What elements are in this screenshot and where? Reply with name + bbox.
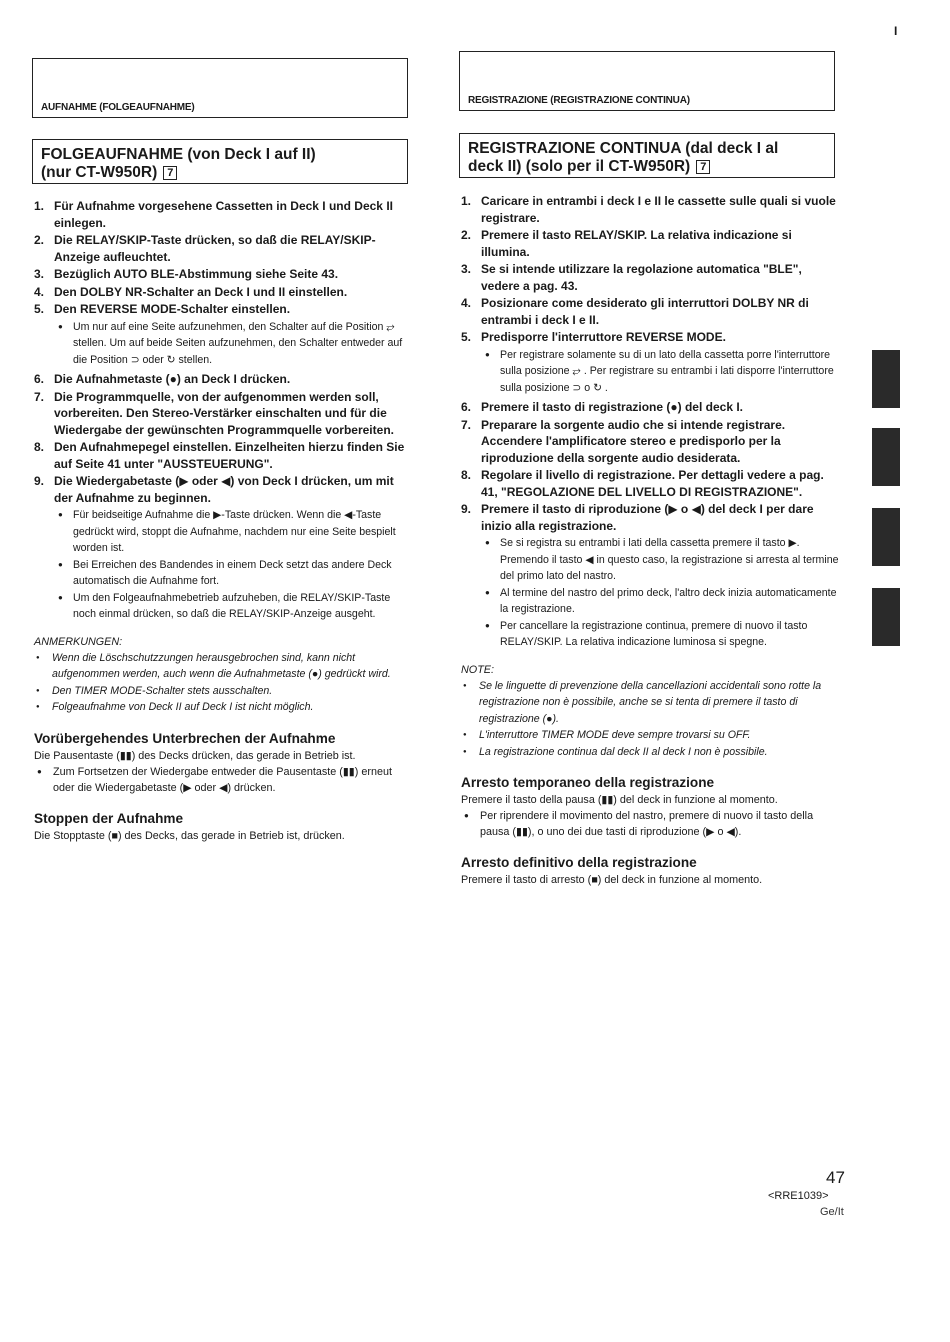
- de-title-line2: (nur CT-W950R): [41, 164, 158, 181]
- de-note-item: ● Folgeaufnahme von Deck II auf Deck I ist nicht möglich.: [34, 699, 410, 716]
- step-sublist: [54, 507, 410, 623]
- it-notes-list: [461, 678, 839, 761]
- it-stop-text: Premere il tasto di arresto (■) del deck in funzione al momento.: [461, 874, 763, 886]
- page-number: 47: [826, 1168, 845, 1187]
- step-text: Den Aufnahmepegel einstellen. Einzelheiten hierzu finden Sie auf Seite 41 unter "AUSSTEUERUNG".: [54, 440, 405, 471]
- step-subitem: ● Se si registra su entrambi i lati della cassetta premere il tasto ▶. Premendo il tasto ◀ in questo caso, la registrazione si arresta al termine del primo lato del nastro.: [481, 535, 839, 585]
- step-number: 4.: [461, 296, 472, 310]
- it-title-boxnum: 7: [696, 160, 710, 174]
- step-number: 9.: [34, 474, 45, 488]
- it-header-label: REGISTRAZIONE (REGISTRAZIONE CONTINUA): [468, 95, 690, 106]
- de-title-line1: FOLGEAUFNAHME (von Deck I auf II): [41, 146, 316, 163]
- step-number: 1.: [461, 194, 472, 208]
- side-index-tab: [872, 508, 900, 566]
- step-subitem: ● Bei Erreichen des Bandendes in einem Deck setzt das andere Deck automatisch die Aufnahme fort.: [54, 557, 410, 590]
- de-step-item: [34, 232, 410, 265]
- step-sublist: [54, 319, 410, 369]
- it-title-line2-wrap: [468, 158, 826, 176]
- it-step-item: [461, 295, 839, 328]
- it-note-item: ● La registrazione continua dal deck II al deck I non è possibile.: [461, 744, 839, 761]
- it-pause-text: Premere il tasto della pausa (▮▮) del deck in funzione al momento.: [461, 794, 778, 806]
- it-pause-heading: Arresto temporaneo della registrazione: [461, 775, 715, 790]
- de-step-item: [34, 301, 410, 368]
- de-step-item: [34, 389, 410, 439]
- step-number: 7.: [34, 389, 45, 404]
- step-subitem: ● Per registrare solamente su di un lato della cassetta porre l'interruttore sulla posizione ⥂ . Per registrare su entrambi i lati disporre l'interruttore sulla posizione ⊃ o ↻ .: [481, 347, 839, 397]
- de-header-box: [32, 58, 408, 118]
- it-step-item: [461, 227, 839, 260]
- it-step-item: [461, 261, 839, 294]
- de-title-line2-wrap: [41, 164, 399, 182]
- it-note-item: ● Se le linguette di prevenzione della cancellazioni accidentali sono rotte la registrazione non è possibile, anche se si tenta di premere il tasto di registrazione (●).: [461, 678, 839, 728]
- de-notes-title: ANMERKUNGEN:: [34, 635, 123, 648]
- de-steps-list: [34, 198, 410, 623]
- step-text: Bezüglich AUTO BLE-Abstimmung siehe Seite 43.: [54, 267, 339, 281]
- it-note-item: ● L'interruttore TIMER MODE deve sempre trovarsi su OFF.: [461, 727, 839, 744]
- de-title-boxnum: 7: [163, 166, 177, 180]
- step-number: 3.: [34, 267, 45, 281]
- de-note-item: ● Den TIMER MODE-Schalter stets ausschalten.: [34, 683, 410, 700]
- step-number: 5.: [34, 302, 45, 316]
- step-text: Für Aufnahme vorgesehene Cassetten in Deck I und Deck II einlegen.: [54, 199, 393, 230]
- step-text: Die Aufnahmetaste (●) an Deck I drücken.: [54, 372, 291, 386]
- it-step-item: [461, 329, 839, 396]
- step-text: Regolare il livello di registrazione. Per dettagli vedere a pag. 41, "REGOLAZIONE DEL LIVELLO DI REGISTRAZIONE".: [481, 468, 824, 499]
- language-code: Ge/It: [820, 1206, 844, 1218]
- de-pause-heading: Vorübergehendes Unterbrechen der Aufnahme: [34, 730, 336, 746]
- de-column: [34, 198, 410, 844]
- it-pause-sublist: [461, 808, 839, 840]
- de-step-item: [34, 371, 410, 388]
- de-pause-text: Die Pausentaste (▮▮) des Decks drücken, das gerade in Betrieb ist.: [34, 749, 356, 762]
- it-step-item: [461, 417, 839, 467]
- step-number: 7.: [461, 417, 472, 432]
- de-step-item: [34, 266, 410, 283]
- it-stop-heading: Arresto definitivo della registrazione: [461, 855, 697, 870]
- it-step-item: [461, 193, 839, 226]
- it-steps-list: [461, 193, 839, 651]
- it-header-box: [459, 51, 835, 111]
- step-text: Preparare la sorgente audio che si intende registrare. Accendere l'amplificatore stereo e predisporlo per la riproduzione della sorgente audio desiderata.: [481, 417, 786, 465]
- it-title-box: [459, 133, 835, 178]
- step-number: 6.: [34, 372, 45, 386]
- de-note-item: ● Wenn die Löschschutzzungen herausgebrochen sind, kann nicht aufgenommen werden, auch wenn die Aufnahmetaste (●) gedrückt wird.: [34, 650, 410, 683]
- step-number: 8.: [34, 440, 45, 454]
- it-step-item: [461, 399, 839, 416]
- de-stop-text: Die Stopptaste (■) des Decks, das gerade in Betrieb ist, drücken.: [34, 829, 345, 842]
- de-step-item: [34, 473, 410, 623]
- step-number: 5.: [461, 330, 472, 344]
- it-step-item: [461, 467, 839, 500]
- step-text: Die RELAY/SKIP-Taste drücken, so daß die RELAY/SKIP-Anzeige aufleuchtet.: [54, 233, 376, 264]
- it-notes-title: NOTE:: [461, 663, 494, 676]
- side-index-tab: [872, 588, 900, 646]
- de-step-item: [34, 439, 410, 472]
- step-text: Den DOLBY NR-Schalter an Deck I und II einstellen.: [54, 284, 348, 299]
- document-code: <RRE1039>: [768, 1190, 829, 1202]
- side-index-tab: [872, 350, 900, 408]
- step-text: Premere il tasto di riproduzione (▶ o ◀) del deck I per dare inizio alla registrazione.: [481, 502, 814, 533]
- de-notes-list: [34, 650, 410, 716]
- it-title-line2: deck II) (solo per il CT-W950R): [468, 158, 691, 175]
- de-stop-heading: Stoppen der Aufnahme: [34, 810, 184, 826]
- step-subitem: ● Für beidseitige Aufnahme die ▶-Taste drücken. Wenn die ◀-Taste gedrückt wird, stoppt die Aufnahme, nachdem nur eine Seite bespielt worden ist.: [54, 507, 410, 557]
- it-column: [461, 193, 839, 888]
- it-pause-subitem: ● Per riprendere il movimento del nastro, premere di nuovo il tasto della pausa (▮▮), o uno dei due tasti di riproduzione (▶ o ◀).: [461, 808, 839, 840]
- de-pause-subitem: ● Zum Fortsetzen der Wiedergabe entweder die Pausentaste (▮▮) erneut oder die Wiedergabetaste (▶ oder ◀) drücken.: [34, 764, 410, 796]
- step-text: Caricare in entrambi i deck I e II le cassette sulle quali si vuole registrare.: [481, 194, 836, 225]
- step-text: Se si intende utilizzare la regolazione automatica "BLE", vedere a pag. 43.: [481, 262, 802, 293]
- step-sublist: [481, 535, 839, 651]
- step-text: Predisporre l'interruttore REVERSE MODE.: [481, 330, 726, 344]
- it-title-line1: REGISTRAZIONE CONTINUA (dal deck I al: [468, 140, 779, 157]
- side-index-tab: [872, 428, 900, 486]
- step-text: Die Programmquelle, von der aufgenommen werden soll, vorbereiten. Den Stereo-Verstärker einschalten und für die Wiedergabe der gewünschten Programmquelle vorbereiten.: [54, 389, 394, 437]
- step-number: 8.: [461, 468, 472, 482]
- step-text: Den REVERSE MODE-Schalter einstellen.: [54, 302, 291, 316]
- step-number: 9.: [461, 502, 472, 516]
- step-subitem: ● Um nur auf eine Seite aufzunehmen, den Schalter auf die Position ⥂ stellen. Um auf beide Seiten aufzunehmen, den Schalter entweder auf die Position ⊃ oder ↻ stellen.: [54, 319, 410, 369]
- de-header-label: AUFNAHME (FOLGEAUFNAHME): [41, 102, 195, 113]
- step-number: 2.: [34, 233, 45, 247]
- step-number: 2.: [461, 228, 472, 242]
- step-number: 4.: [34, 284, 45, 299]
- step-subitem: ● Um den Folgeaufnahmebetrieb aufzuheben, die RELAY/SKIP-Taste noch einmal drücken, so daß die RELAY/SKIP-Anzeige ausgeht.: [54, 590, 410, 623]
- step-text: Premere il tasto di registrazione (●) del deck I.: [481, 400, 743, 414]
- step-subitem: ● Al termine del nastro del primo deck, l'altro deck inizia automaticamente la registrazione.: [481, 585, 839, 618]
- de-step-item: [34, 198, 410, 231]
- step-number: 6.: [461, 400, 472, 414]
- step-text: Premere il tasto RELAY/SKIP. La relativa indicazione si illumina.: [481, 228, 792, 259]
- step-subitem: ● Per cancellare la registrazione continua, premere di nuovo il tasto RELAY/SKIP. La relativa indicazione luminosa si spegne.: [481, 618, 839, 651]
- it-step-item: [461, 501, 839, 651]
- step-sublist: [481, 347, 839, 397]
- de-step-item: [34, 284, 410, 301]
- step-text: Die Wiedergabetaste (▶ oder ◀) von Deck I drücken, um mit der Aufnahme zu beginnen.: [54, 474, 394, 505]
- step-number: 1.: [34, 199, 45, 213]
- step-text: Posizionare come desiderato gli interruttori DOLBY NR di entrambi i deck I e II.: [481, 296, 809, 327]
- de-title-box: [32, 139, 408, 184]
- corner-mark: I: [894, 24, 898, 38]
- de-pause-sublist: [34, 764, 410, 796]
- step-number: 3.: [461, 262, 472, 276]
